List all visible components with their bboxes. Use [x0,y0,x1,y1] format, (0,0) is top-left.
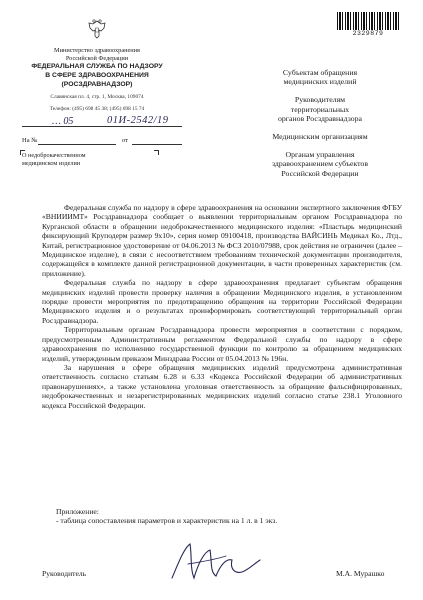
recipients-block [240,68,400,187]
registration-underline [22,126,182,127]
recipient-group [240,68,400,86]
reference-number-underline [38,144,116,145]
reference-number-label: На № [22,137,38,144]
recipient-line: Медицинским организациям [272,132,368,142]
body-paragraph: Федеральная служба по надзору в сфере здравоохранения предлагает субъектам обращения медицинских изделий провести проверку наличия в обращении Медицинского изделия, в установленном порядке провести мероприятия по предотвращению обращения на территории Российской Федерации Медицинского изделия и о результатах проинформировать соответствующий территориальный орган Росздравнадзора. [42,278,402,325]
barcode [337,12,399,40]
reference-date-label: от [122,137,129,144]
recipient-line: медицинских изделий [283,77,357,87]
recipient-line: здравоохранением субъектов [271,159,369,169]
recipient-line: Руководителям [294,95,346,105]
subject-bracket-left [20,150,25,155]
service-name-line2: В СФЕРЕ ЗДРАВООХРАНЕНИЯ [45,72,149,79]
recipient-line: территориальных [290,104,350,114]
ministry-name-line1: Министерство здравоохранения [54,47,140,54]
service-name-line3: (РОСЗДРАВНАДЗОР) [61,81,133,88]
recipient-group [240,150,400,178]
registration-number: 01И-2542/19 [107,115,169,126]
signatory-name: М.А. Мурашко [336,569,385,578]
recipient-line: Органам управления [285,150,355,160]
body-paragraph: Федеральная служба по надзору в сфере здравоохранения на основании экспертного заключения ФГБУ «ВНИИИМТ» Росздравнадзора сообщает о выявлении территориальным органом Росздравнадзора по Курганской области в обращении недоброкачественного медицинского изделия: «Пластырь медицинский фиксирующий Круподерм размер 9х10», серия номер 09100418, производства ВАЙСИНЬ Медикал Ко., Лтд., Китай, регистрационное удостоверение от 04.06.2013 № ФСЗ 2010/07988, срок действия не ограничен (далее – Медицинское изделие), в связи с несоответствием требованиям технической документации производителя, содержащейся в комплекте данной регистрационной документации, в части проверенных характеристик (см. приложение). [42,203,402,278]
reference-line [22,136,182,148]
subject-line2: медицинском изделии [22,159,81,167]
address-line1: Славянская пл. 4, стр. 1, Москва, 109074 [50,94,144,100]
recipient-line: Субъектам обращения [282,68,358,77]
handwritten-signature [160,534,270,590]
attachment-item: - таблица сопоставления параметров и характеристик на 1 л. в 1 экз. [56,516,278,526]
service-name-line1: ФЕДЕРАЛЬНАЯ СЛУЖБА ПО НАДЗОРУ [31,63,163,70]
address-line2: Телефон: (495) 698 45 38; (495) 698 15 74 [49,105,145,112]
subject-line1: О недоброкачественном [22,152,86,159]
registration-line [22,116,182,130]
body-paragraph: Территориальным органам Росздравнадзора провести мероприятия в соответствии с порядком, предусмотренным Административным регламентом Федеральной службы по надзору в сфере здравоохранения по исполнению государственной функции по контролю за обращением медицинских изделий, утвержденным приказом Минздрава России от 05.04.2013 № 196н. [42,325,402,363]
ministry-name-line2: Российской Федерации [65,54,129,62]
reference-date-underline [132,144,182,145]
signatory-position: Руководитель [42,569,87,578]
body-paragraph: За нарушения в сфере обращения медицинских изделий предусмотрена административная ответственность согласно статьям 6.28 и 6.33 «Кодекса Российской Федерации об административных правонарушениях», а также установлена уголовная ответственность за обращение фальсифицированных, недоброкачественных и незарегистрированных медицинских изделий согласно статье 238.1 Уголовного кодекса Российской Федерации. [42,362,402,410]
recipient-line: органов Росздравнадзора [278,113,362,123]
letter-body [42,203,402,410]
attachment-block [56,507,277,526]
registration-date: … 05 [52,116,74,127]
coat-of-arms-icon [87,18,107,40]
recipient-group [240,95,400,123]
attachment-title: Приложение: [56,507,99,516]
recipient-line: Российской Федерации [281,168,359,178]
recipient-group [240,132,400,141]
barcode-number: 2329879 [352,30,384,37]
subject-bracket-right [154,150,159,155]
barcode-bars [337,12,399,30]
letterhead [22,18,172,113]
subject-block [22,152,86,167]
